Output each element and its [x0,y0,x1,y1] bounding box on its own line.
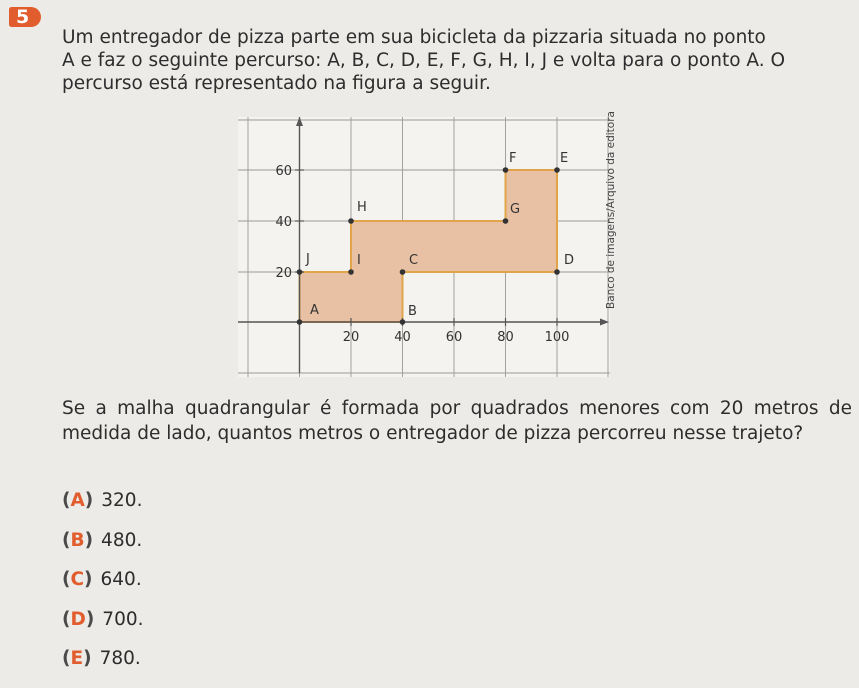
point-label-c: C [409,253,419,268]
option-value: 640. [100,569,142,590]
x-tick-label: 60 [445,330,463,345]
option-letter: A [70,490,85,511]
y-tick-label: 40 [275,215,292,230]
stem-line: percurso está representado na figura a seguir. [62,73,491,94]
point-a-dot [297,319,303,325]
point-i-dot [348,269,354,275]
option-b[interactable]: ( B ) 480. [62,529,143,551]
image-credit: Banco de imagens/Arquivo da editora [605,111,617,309]
point-label-b: B [408,304,417,319]
x-tick-label: 80 [497,330,514,345]
option-a[interactable]: ( A ) 320. [62,490,143,511]
question-number-badge: 5 [9,7,41,27]
point-c-dot [400,269,406,275]
point-label-j: J [306,252,310,267]
y-tick-label: 60 [275,164,292,179]
point-label-h: H [357,200,367,215]
option-c[interactable]: ( C ) 640. [62,569,142,590]
option-letter: E [70,648,84,669]
x-tick-label: 20 [342,330,360,345]
option-letter: D [70,608,86,630]
point-label-g: G [510,202,521,217]
point-label-e: E [560,151,569,166]
option-letter: B [70,529,85,551]
y-tick-label: 20 [275,266,292,281]
point-label-i: I [357,253,361,268]
option-value: 480. [101,529,143,551]
point-b-dot [400,319,406,325]
point-e-dot [554,167,560,173]
option-d[interactable]: ( D ) 700. [62,608,144,630]
answer-options [62,490,144,688]
point-h-dot [348,218,354,224]
point-g-dot [503,218,509,224]
option-letter: C [70,569,85,590]
point-label-a: A [310,303,319,318]
option-value: 320. [101,490,143,511]
question-text: Se a malha quadrangular é formada por quadrados menores com 20 metros de medida de lado, quantos metros o entregador de pizza percorreu nesse trajeto? [62,398,852,444]
route-figure [238,117,610,381]
point-label-d: D [564,253,575,268]
option-value: 780. [99,648,141,669]
grid-figure-svg [238,117,610,377]
x-tick-label: 40 [394,330,411,345]
point-d-dot [554,269,560,275]
point-j-dot [297,269,303,275]
point-f-dot [503,167,509,173]
stem-line: A e faz o seguinte percurso: A, B, C, D, E, F, G, H, I, J e volta para o ponto A. O [62,50,786,71]
x-tick-label: 100 [544,330,570,345]
option-e[interactable]: ( E ) 780. [62,648,141,669]
option-value: 700. [102,608,144,630]
question-stem [62,26,852,95]
point-label-f: F [509,151,517,166]
stem-line: Um entregador de pizza parte em sua bicicleta da pizzaria situada no ponto [62,27,766,48]
